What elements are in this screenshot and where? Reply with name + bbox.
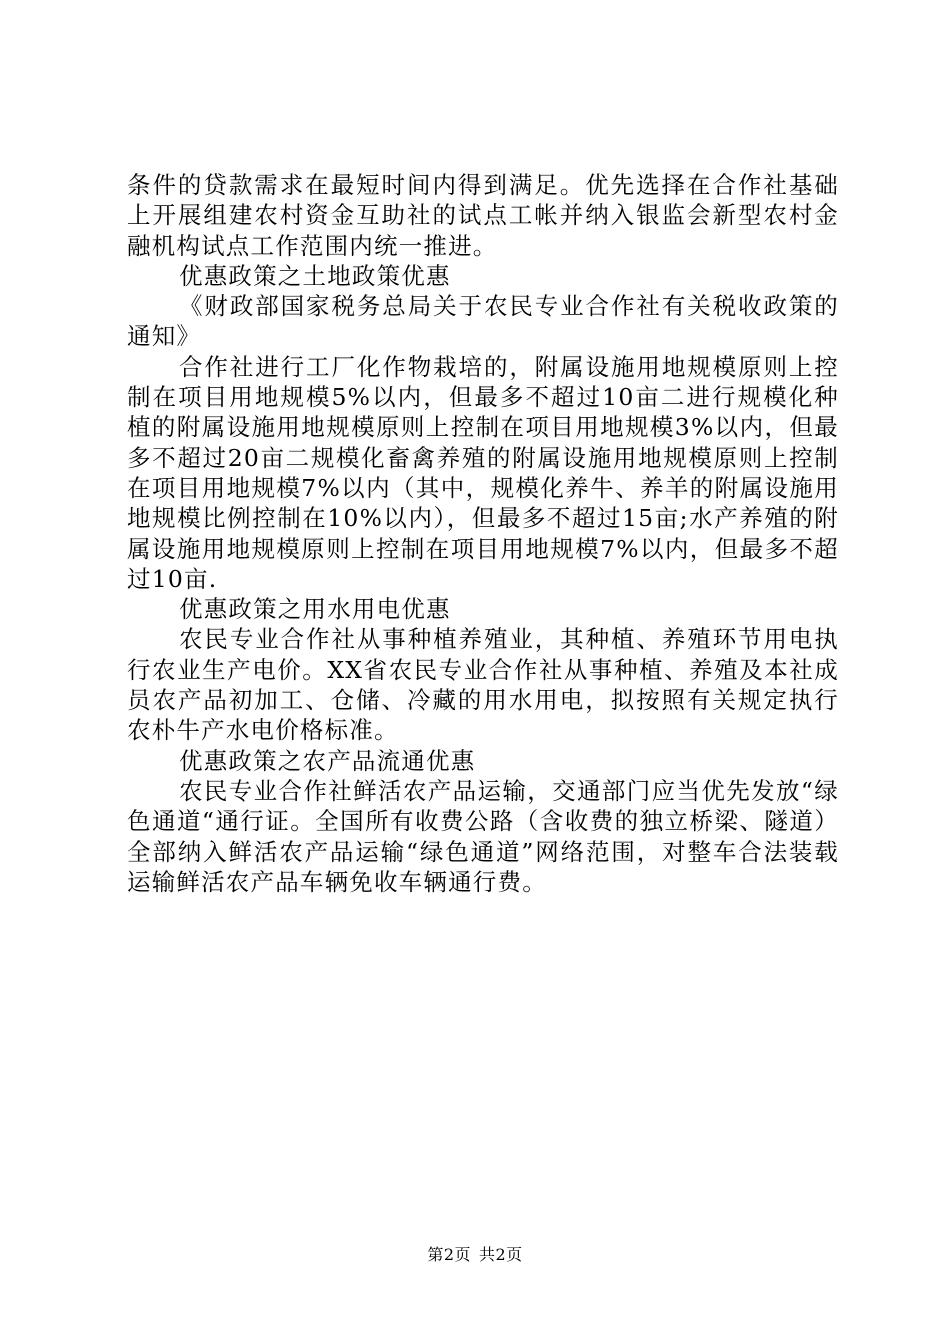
paragraph-tax-notice-title: 《财政部国家税务总局关于农民专业合作社有关税收政策的通知》 — [127, 292, 839, 351]
heading-land-policy: 优惠政策之土地政策优惠 — [179, 261, 451, 290]
heading-circulation-policy: 优惠政策之农产品流通优惠 — [179, 746, 476, 775]
page-number: 第2页 — [427, 1245, 471, 1264]
document-body — [127, 170, 839, 897]
page-total: 共2页 — [479, 1245, 523, 1264]
paragraph-loan-continuation: 条件的贷款需求在最短时间内得到满足。优先选择在合作社基础上开展组建农村资金互助社的试点工帐并纳入银监会新型农村金融机构试点工作范围内统一推进。 — [127, 171, 839, 260]
heading-water-electricity-policy: 优惠政策之用水用电优惠 — [179, 595, 451, 624]
paragraph-water-electricity-rules: 农民专业合作社从事种植养殖业，其种植、养殖环节用电执行农业生产电价。XX省农民专业合作社从事种植、养殖及本社成员农产品初加工、仓储、冷藏的用水用电，拟按照有关规定执行农朴牛产水电价格标准。 — [127, 625, 839, 745]
paragraph-green-channel-rules: 农民专业合作社鲜活农产品运输，交通部门应当优先发放“绿色通道“通行证。全国所有收费公路（含收费的独立桥梁、隧道）全部纳入鲜活农产品运输“绿色通道”网络范围，对整车合法装载运输鲜活农产品车辆免收车辆通行费。 — [127, 776, 839, 896]
paragraph-land-use-rules: 合作社进行工厂化作物栽培的，附属设施用地规模原则上控制在项目用地规模5%以内，但最多不超过10亩二进行规模化种植的附属设施用地规模原则上控制在项目用地规模3%以内，但最多不超过20亩二规模化畜禽养殖的附属设施用地规模原则上控制在项目用地规模7%以内（其中，规模化养牛、养羊的附属设施用地规模比例控制在10%以内），但最多不超过15亩;水产养殖的附属设施用地规模原则上控制在项目用地规模7%以内，但最多不超过10亩. — [127, 352, 839, 593]
page-footer — [0, 1244, 950, 1266]
